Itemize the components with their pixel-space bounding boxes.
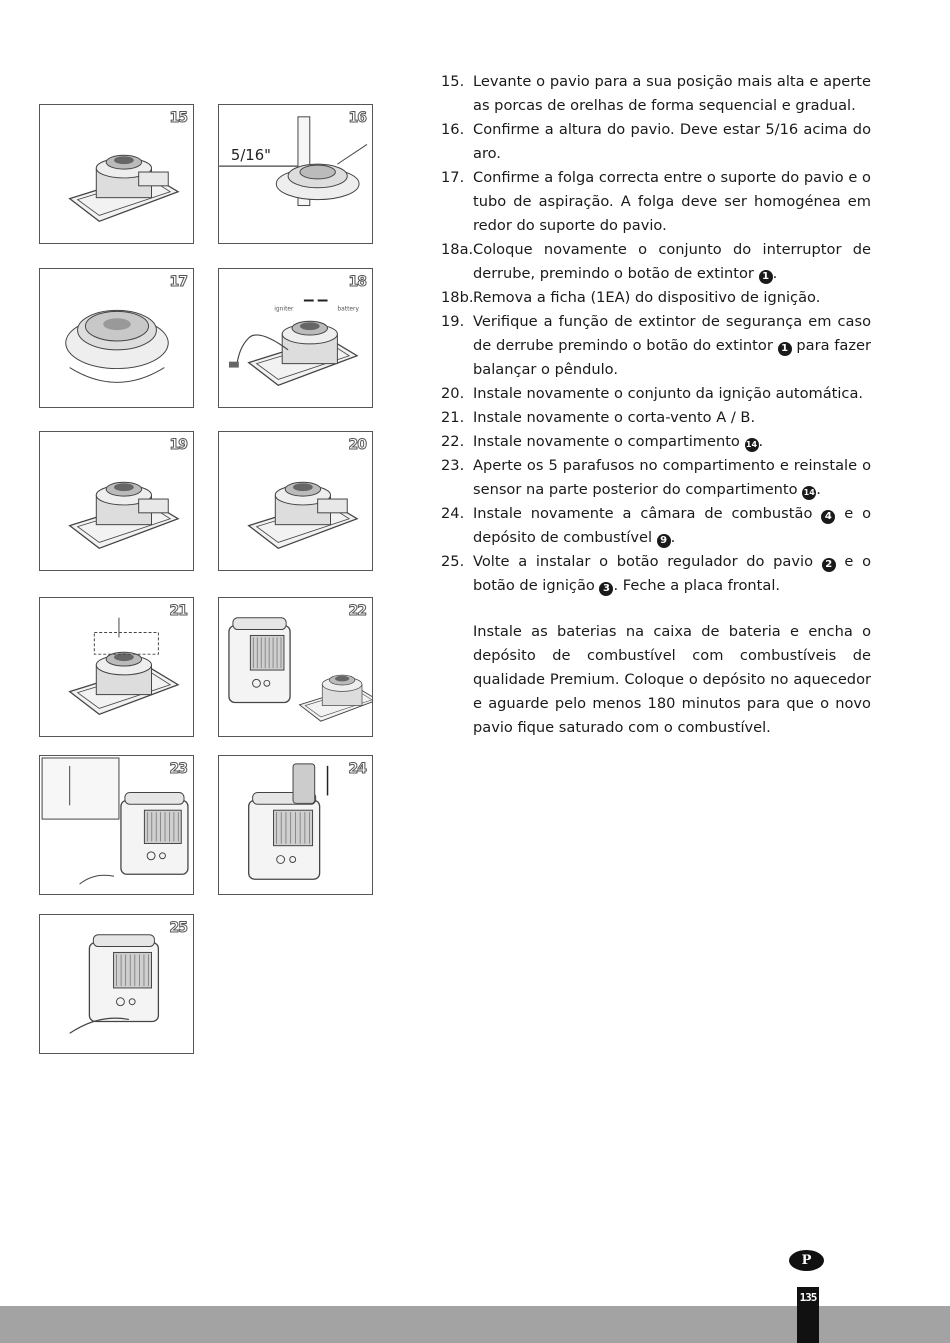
step-item xyxy=(441,502,871,550)
figure-16 xyxy=(218,104,373,244)
step-number: 19. xyxy=(441,313,465,330)
step-number: 15. xyxy=(441,73,465,90)
step-number: 25. xyxy=(441,553,465,570)
step-text xyxy=(473,286,871,310)
step-item xyxy=(441,70,871,118)
step-number: 24. xyxy=(441,505,465,522)
step-item xyxy=(441,310,871,382)
figure-number: 21 xyxy=(169,603,187,619)
figure-22 xyxy=(218,597,373,737)
figure-number: 22 xyxy=(348,603,366,619)
figure-17 xyxy=(39,268,194,408)
step-text-segment: Volte a instalar o botão regulador do pavio xyxy=(473,553,822,570)
part-reference-badge: 14 xyxy=(745,438,759,452)
step-text-segment: Instale novamente o conjunto da ignição automática. xyxy=(473,385,864,402)
step-number: 20. xyxy=(441,385,465,402)
step-text-segment: . xyxy=(816,481,821,498)
step-number: 16. xyxy=(441,121,465,138)
step-item xyxy=(441,238,871,286)
step-text-segment: Confirme a altura do pavio. Deve estar 5/16 acima do aro. xyxy=(473,121,871,162)
step-item xyxy=(441,118,871,166)
figure-24 xyxy=(218,755,373,895)
figure-number: 25 xyxy=(169,920,187,936)
step-text xyxy=(473,118,871,166)
step-number: 17. xyxy=(441,169,465,186)
step-text-segment: . Feche a placa frontal. xyxy=(613,577,781,594)
measurement-label: 5/16" xyxy=(230,147,271,165)
figure-20 xyxy=(218,431,373,571)
step-text xyxy=(473,238,871,286)
step-text-segment: Instale novamente a câmara de combustão xyxy=(473,505,822,522)
step-item xyxy=(441,454,871,502)
step-text-segment: e o depósito de combustível xyxy=(473,505,872,546)
figure-21 xyxy=(39,597,194,737)
closing-paragraph: Instale as baterias na caixa de bateria e encha o depósito de combustível com combustíveis de qualidade Premium. Coloque o depósito no aquecedor e aguarde pelo menos 180 minutos para que o novo pavio fique saturado com o combustível. xyxy=(473,623,871,736)
step-number: 21. xyxy=(441,409,465,426)
step-text-segment: Confirme a folga correcta entre o suporte do pavio e o tubo de aspiração. A folga deve ser homogénea em redor do suporte do pavio. xyxy=(473,169,871,234)
part-reference-badge: 9 xyxy=(657,534,671,548)
step-text xyxy=(473,430,871,454)
step-number: 23. xyxy=(441,457,465,474)
step-number: 22. xyxy=(441,433,465,450)
step-text-segment: . xyxy=(772,265,778,282)
step-item xyxy=(441,430,871,454)
language-badge: P xyxy=(789,1250,824,1271)
step-text xyxy=(473,310,871,382)
figure-18 xyxy=(218,268,373,408)
part-reference-badge: 3 xyxy=(599,582,613,596)
part-reference-badge: 2 xyxy=(822,558,836,572)
figure-number: 16 xyxy=(348,110,366,126)
step-number: 18b. xyxy=(441,289,474,306)
step-item xyxy=(441,550,871,598)
step-text xyxy=(473,550,871,598)
figure-number: 19 xyxy=(169,437,187,453)
step-item xyxy=(441,406,871,430)
figure-number: 23 xyxy=(169,761,187,777)
figure-number: 20 xyxy=(348,437,366,453)
figure-15 xyxy=(39,104,194,244)
part-reference-badge: 4 xyxy=(821,510,835,524)
step-text-segment: para fazer balançar o pêndulo. xyxy=(473,337,871,378)
figure-number: 18 xyxy=(348,274,366,290)
figure-23 xyxy=(39,755,194,895)
step-text-segment: Remova a ficha (1EA) do dispositivo de ignição. xyxy=(473,289,821,306)
part-reference-badge: 1 xyxy=(759,270,773,284)
instruction-steps xyxy=(441,70,871,598)
step-text-segment: Coloque novamente o conjunto do interruptor de derrube, premindo o botão de extintor xyxy=(473,241,871,282)
battery-label: battery xyxy=(337,306,359,313)
step-item xyxy=(441,286,871,310)
step-text xyxy=(473,454,871,502)
igniter-label: igniter xyxy=(274,306,294,313)
step-text-segment: . xyxy=(758,433,764,450)
figure-number: 24 xyxy=(348,761,366,777)
figure-19 xyxy=(39,431,194,571)
figure-25 xyxy=(39,914,194,1054)
step-text xyxy=(473,406,871,430)
step-text-segment: . xyxy=(670,529,676,546)
step-text-segment: Instale novamente o corta-vento A / B. xyxy=(473,409,756,426)
step-text xyxy=(473,502,871,550)
step-text xyxy=(473,166,871,238)
page-number: 135 xyxy=(799,1291,817,1304)
step-item xyxy=(441,382,871,406)
step-text-segment: Instale novamente o compartimento xyxy=(473,433,745,450)
step-text-segment: Aperte os 5 parafusos no compartimento e reinstale o sensor na parte posterior do compartimento xyxy=(473,457,871,498)
step-text-segment: e o botão de ignição xyxy=(473,553,871,594)
part-reference-badge: 1 xyxy=(778,342,792,356)
step-text xyxy=(473,382,871,406)
step-text xyxy=(473,70,871,118)
step-number: 18a. xyxy=(441,241,474,258)
step-text-segment: Verifique a função de extintor de segurança em caso de derrube premindo o botão do extintor xyxy=(473,313,871,354)
part-reference-badge: 14 xyxy=(802,486,816,500)
figure-number: 17 xyxy=(169,274,187,290)
figure-number: 15 xyxy=(169,110,187,126)
step-text-segment: Levante o pavio para a sua posição mais alta e aperte as porcas de orelhas de forma sequencial e gradual. xyxy=(473,73,871,114)
step-item xyxy=(441,166,871,238)
